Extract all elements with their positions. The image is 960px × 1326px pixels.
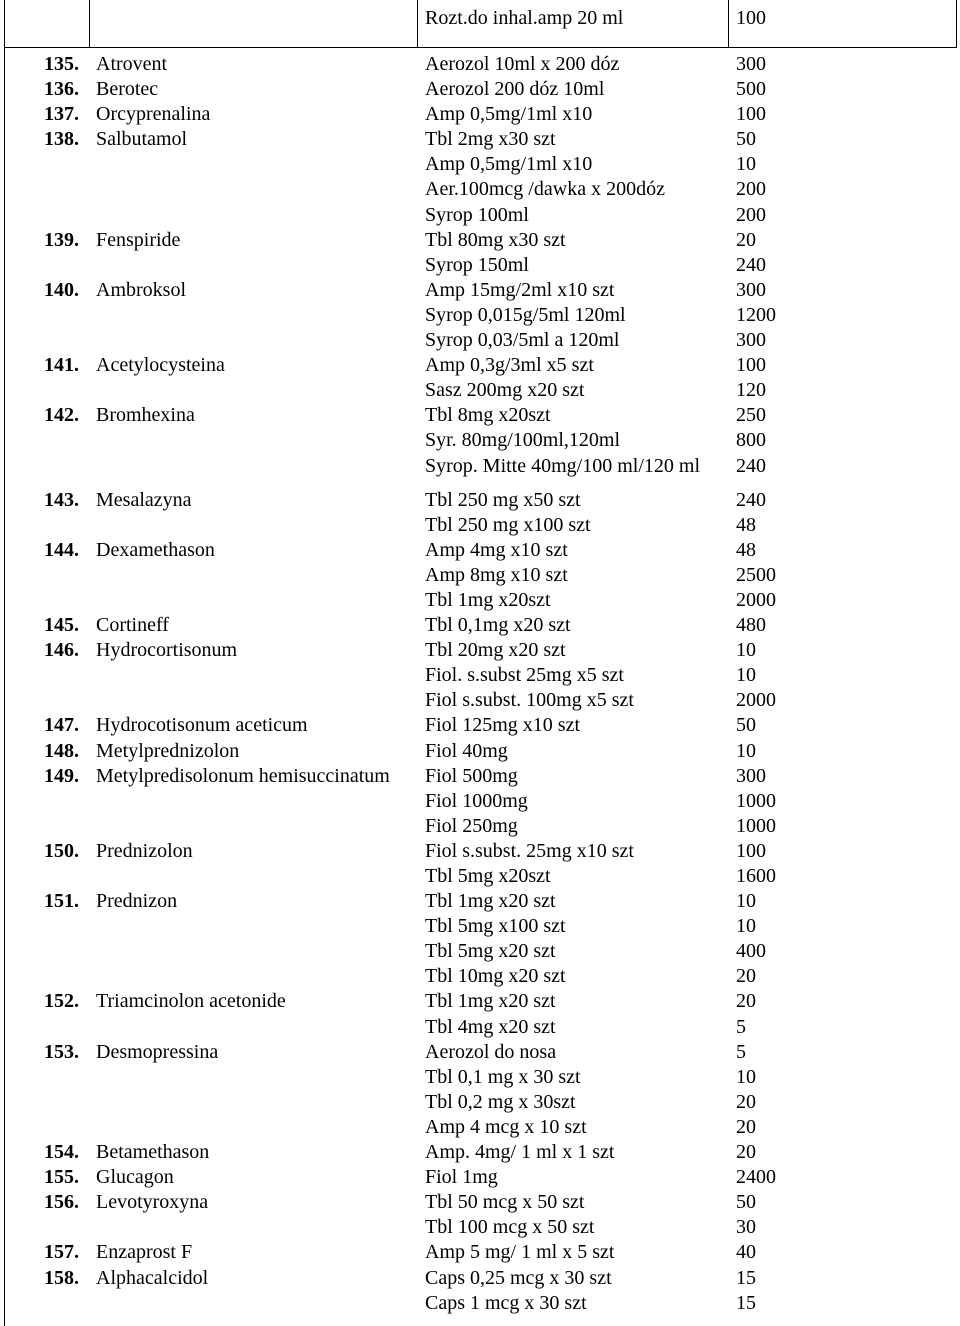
item-number: 150. [44,839,79,862]
drug-name: Enzaprost F [96,1241,193,1264]
dosage-form: Amp. 4mg/ 1 ml x 1 szt [425,1141,615,1164]
item-number: 145. [44,614,79,637]
quantity: 100 [736,103,766,126]
quantity: 10 [736,153,756,176]
item-number: 141. [44,354,79,377]
dosage-form: Tbl 20mg x20 szt [425,639,566,662]
list-item [0,1090,960,1115]
drug-name: Levotyroxyna [96,1191,209,1214]
list-item [0,127,960,152]
list-item [0,353,960,378]
dosage-form: Amp 15mg/2ml x10 szt [425,278,615,301]
list-item [0,839,960,864]
list-item [0,713,960,738]
list-item [0,1115,960,1140]
quantity: 10 [736,739,756,762]
dosage-form: Aerozol 200 dóz 10ml [425,78,605,101]
quantity: 300 [736,329,766,352]
quantity: 50 [736,128,756,151]
dosage-form: Tbl 100 mcg x 50 szt [425,1216,595,1239]
dosage-form: Syrop 150ml [425,253,529,276]
drug-name: Cortineff [96,614,169,637]
quantity: 200 [736,203,766,226]
quantity: 10 [736,890,756,913]
list-item [0,378,960,403]
dosage-form: Tbl 4mg x20 szt [425,1015,556,1038]
drug-name: Orcyprenalina [96,103,211,126]
quantity: 20 [736,1115,756,1138]
list-item [0,613,960,638]
list-item [0,638,960,663]
dosage-form: Fiol 125mg x10 szt [425,714,581,737]
dosage-form: Caps 1 mcg x 30 szt [425,1291,587,1314]
dosage-form: Tbl 5mg x20szt [425,865,551,887]
quantity: 40 [736,1241,756,1264]
dosage-form: Tbl 0,1mg x20 szt [425,614,571,637]
item-number: 136. [44,78,79,101]
drug-name: Metylprednizolon [96,739,240,762]
item-number: 140. [44,278,79,301]
item-number: 148. [44,739,79,762]
list-item [0,52,960,77]
dosage-form: Tbl 1mg x20szt [425,588,551,611]
quantity: 100 [736,354,766,377]
cell-form: Rozt.do inhal.amp 20 ml [425,7,624,29]
list-item [0,77,960,102]
quantity: 1000 [736,814,776,837]
list-item [0,488,960,513]
quantity: 48 [736,538,756,561]
list-item [0,1165,960,1190]
quantity: 10 [736,915,756,938]
list-item [0,1140,960,1165]
quantity: 400 [736,940,766,963]
list-item [0,889,960,914]
table-divider [89,0,90,48]
dosage-form: Fiol 500mg [425,764,518,787]
quantity: 10 [736,664,756,687]
quantity: 15 [736,1266,756,1289]
item-number: 139. [44,228,79,251]
dosage-form: Tbl 50 mcg x 50 szt [425,1191,585,1214]
medication-list [0,52,960,1316]
dosage-form: Syr. 80mg/100ml,120ml [425,429,621,452]
dosage-form: Tbl 80mg x30 szt [425,228,566,251]
item-number: 154. [44,1141,79,1164]
quantity: 20 [736,990,756,1013]
quantity: 300 [736,764,766,787]
list-item [0,989,960,1014]
dosage-form: Amp 0,3g/3ml x5 szt [425,354,594,377]
list-item [0,688,960,713]
item-number: 137. [44,103,79,126]
quantity: 10 [736,1065,756,1088]
list-item [0,102,960,127]
list-item [0,1291,960,1316]
dosage-form: Amp 4 mcg x 10 szt [425,1115,587,1138]
dosage-form: Amp 8mg x10 szt [425,563,568,586]
list-item [0,538,960,563]
drug-name: Desmopressina [96,1040,219,1063]
list-item [0,814,960,839]
quantity: 2500 [736,563,776,586]
dosage-form: Tbl 2mg x30 szt [425,128,556,151]
cell-qty: 100 [736,7,766,29]
drug-name: Glucagon [96,1166,174,1189]
dosage-form: Tbl 1mg x20 szt [425,890,556,913]
item-number: 144. [44,538,79,561]
item-number: 143. [44,488,79,511]
table-bottom-border [4,47,957,48]
quantity: 200 [736,178,766,201]
quantity: 20 [736,1141,756,1164]
table-border-right [956,0,957,48]
dosage-form: Amp 0,5mg/1ml x10 [425,103,593,126]
item-number: 157. [44,1241,79,1264]
quantity: 20 [736,228,756,251]
item-number: 146. [44,639,79,662]
drug-name: Fenspiride [96,228,181,251]
dosage-form: Fiol 1000mg [425,789,528,812]
dosage-form: Fiol 40mg [425,739,508,762]
dosage-form: Aerozol 10ml x 200 dóz [425,53,620,75]
list-item [0,914,960,939]
dosage-form: Tbl 0,2 mg x 30szt [425,1090,576,1113]
quantity: 50 [736,714,756,737]
list-item [0,253,960,278]
list-item [0,177,960,202]
drug-name: Acetylocysteina [96,354,225,377]
list-item [0,228,960,253]
quantity: 800 [736,429,766,452]
drug-name: Mesalazyna [96,488,192,511]
dosage-form: Syrop. Mitte 40mg/100 ml/120 ml [425,454,701,477]
drug-name: Hydrocortisonum [96,639,238,662]
table-border-left [4,0,5,48]
quantity: 20 [736,965,756,988]
quantity: 480 [736,614,766,637]
list-item [0,1215,960,1240]
dosage-form: Aer.100mcg /dawka x 200dóz [425,178,665,201]
item-number: 156. [44,1191,79,1214]
item-number: 155. [44,1166,79,1189]
quantity: 500 [736,78,766,101]
table-divider [417,0,418,48]
dosage-form: Fiol 250mg [425,814,518,837]
drug-name: Ambroksol [96,278,186,301]
item-number: 135. [44,53,79,75]
drug-name: Bromhexina [96,404,195,427]
list-item [0,428,960,453]
item-number: 142. [44,404,79,427]
drug-name: Atrovent [96,53,168,75]
list-item [0,513,960,538]
quantity: 240 [736,488,766,511]
quantity: 5 [736,1015,746,1038]
list-item [0,1040,960,1065]
list-item [0,939,960,964]
quantity: 30 [736,1216,756,1239]
list-item [0,1190,960,1215]
quantity: 50 [736,1191,756,1214]
list-item [0,152,960,177]
dosage-form: Tbl 8mg x20szt [425,404,551,427]
list-item [0,1266,960,1291]
dosage-form: Fiol s.subst. 25mg x10 szt [425,839,634,862]
list-item [0,588,960,613]
quantity: 300 [736,278,766,301]
list-item [0,278,960,303]
quantity: 100 [736,839,766,862]
drug-name: Betamethason [96,1141,210,1164]
drug-name: Metylpredisolonum hemisuccinatum [96,764,390,787]
dosage-form: Tbl 10mg x20 szt [425,965,566,988]
list-item [0,739,960,764]
dosage-form: Tbl 5mg x100 szt [425,915,566,938]
dosage-form: Fiol 1mg [425,1166,498,1189]
list-item [0,1065,960,1090]
quantity: 15 [736,1291,756,1314]
drug-name: Berotec [96,78,159,101]
table-divider [728,0,729,48]
quantity: 250 [736,404,766,427]
dosage-form: Amp 4mg x10 szt [425,538,568,561]
dosage-form: Syrop 0,03/5ml a 120ml [425,329,620,352]
drug-name: Prednizon [96,890,178,913]
drug-name: Prednizolon [96,839,193,862]
dosage-form: Tbl 5mg x20 szt [425,940,556,963]
list-item [0,303,960,328]
dosage-form: Amp 5 mg/ 1 ml x 5 szt [425,1241,615,1264]
list-item [0,328,960,353]
item-number: 147. [44,714,79,737]
quantity: 5 [736,1040,746,1063]
quantity: 1000 [736,789,776,812]
drug-name: Hydrocotisonum aceticum [96,714,308,737]
quantity: 300 [736,53,766,75]
list-item [0,789,960,814]
item-number: 153. [44,1040,79,1063]
dosage-form: Tbl 0,1 mg x 30 szt [425,1065,581,1088]
quantity: 2000 [736,588,776,611]
dosage-form: Tbl 250 mg x100 szt [425,513,591,536]
list-item [0,203,960,228]
quantity: 2000 [736,689,776,712]
list-item [0,964,960,989]
quantity: 240 [736,454,766,477]
dosage-form: Caps 0,25 mcg x 30 szt [425,1266,612,1289]
quantity: 1200 [736,303,776,326]
table-continuation-row [0,0,960,48]
drug-name: Triamcinolon acetonide [96,990,286,1013]
dosage-form: Syrop 100ml [425,203,529,226]
quantity: 48 [736,513,756,536]
dosage-form: Sasz 200mg x20 szt [425,379,585,402]
quantity: 120 [736,379,766,402]
list-item [0,403,960,428]
item-number: 152. [44,990,79,1013]
quantity: 240 [736,253,766,276]
quantity: 2400 [736,1166,776,1189]
item-number: 149. [44,764,79,787]
list-item [0,454,960,479]
quantity: 1600 [736,865,776,887]
list-item [0,663,960,688]
item-number: 158. [44,1266,79,1289]
list-item [0,563,960,588]
drug-name: Salbutamol [96,128,188,151]
dosage-form: Fiol s.subst. 100mg x5 szt [425,689,634,712]
drug-name: Alphacalcidol [96,1266,209,1289]
quantity: 10 [736,639,756,662]
dosage-form: Aerozol do nosa [425,1040,557,1063]
dosage-form: Syrop 0,015g/5ml 120ml [425,303,626,326]
drug-name: Dexamethason [96,538,215,561]
dosage-form: Fiol. s.subst 25mg x5 szt [425,664,624,687]
item-number: 151. [44,890,79,913]
list-item [0,864,960,889]
item-number: 138. [44,128,79,151]
list-item [0,764,960,789]
quantity: 20 [736,1090,756,1113]
dosage-form: Tbl 250 mg x50 szt [425,488,581,511]
dosage-form: Amp 0,5mg/1ml x10 [425,153,593,176]
dosage-form: Tbl 1mg x20 szt [425,990,556,1013]
list-item [0,1015,960,1040]
list-item [0,1240,960,1265]
